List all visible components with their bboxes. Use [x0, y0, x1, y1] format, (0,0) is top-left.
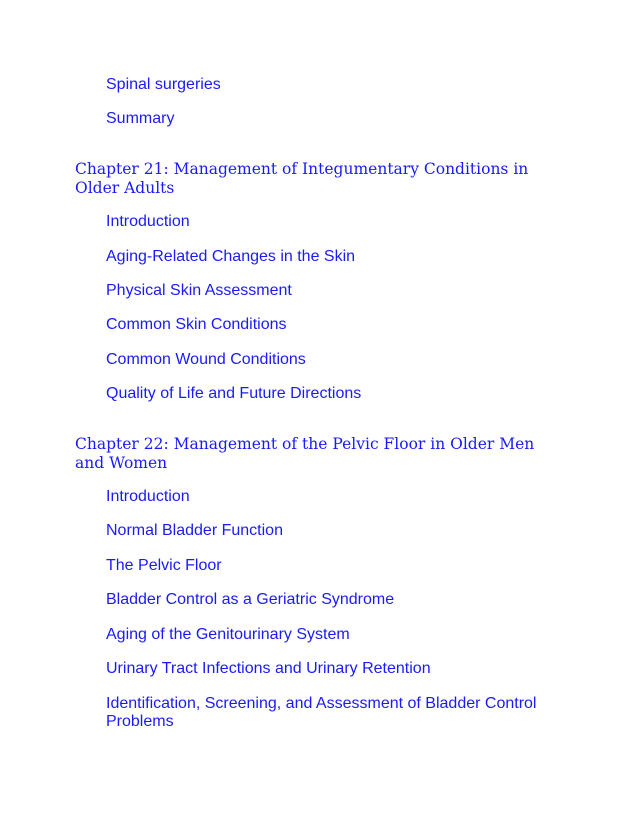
toc-link-ch21-introduction[interactable]: Introduction — [106, 213, 190, 230]
toc-link-urinary-tract-infections[interactable]: Urinary Tract Infections and Urinary Retention — [106, 660, 431, 677]
toc-link-aging-genitourinary[interactable]: Aging of the Genitourinary System — [106, 626, 350, 643]
toc-link-ch22-introduction[interactable]: Introduction — [106, 488, 190, 505]
toc-link-common-wound-conditions[interactable]: Common Wound Conditions — [106, 351, 306, 368]
toc-link-physical-skin-assessment[interactable]: Physical Skin Assessment — [106, 282, 292, 299]
toc-link-common-skin-conditions[interactable]: Common Skin Conditions — [106, 316, 287, 333]
toc-link-identification-screening[interactable]: Identification, Screening, and Assessment of Bladder Control Problems — [106, 695, 537, 730]
toc-link-normal-bladder-function[interactable]: Normal Bladder Function — [106, 522, 283, 539]
toc-link-spinal-surgeries[interactable]: Spinal surgeries — [106, 76, 221, 93]
toc-link-summary[interactable]: Summary — [106, 110, 175, 127]
toc-link-bladder-control-geriatric[interactable]: Bladder Control as a Geriatric Syndrome — [106, 591, 395, 608]
toc-link-aging-related-changes[interactable]: Aging-Related Changes in the Skin — [106, 248, 356, 265]
chapter-22-heading[interactable]: Chapter 22: Management of the Pelvic Floor in Older Men and Women — [75, 435, 535, 472]
chapter-21-heading[interactable]: Chapter 21: Management of Integumentary Conditions in Older Adults — [75, 160, 529, 197]
toc-link-quality-of-life[interactable]: Quality of Life and Future Directions — [106, 385, 362, 402]
toc-link-pelvic-floor[interactable]: The Pelvic Floor — [106, 557, 222, 574]
